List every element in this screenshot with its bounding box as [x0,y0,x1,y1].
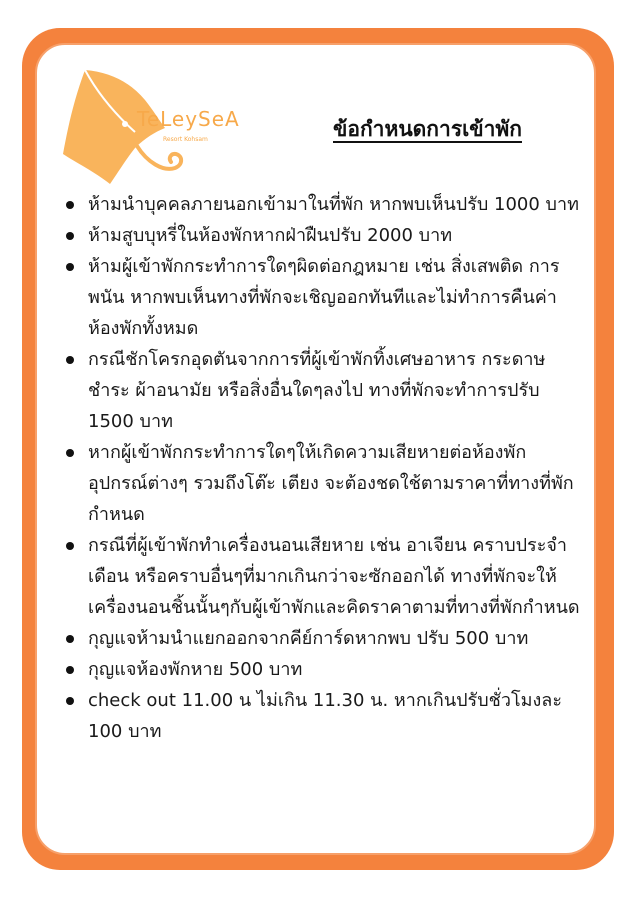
list-item: กุญแจห้องพักหาย 500 บาท [62,654,582,685]
list-item: ห้ามผู้เข้าพักกระทำการใดๆผิดต่อกฎหมาย เช่น สิ่งเสพติด การพนัน หากพบเห็นทางที่พักจะเชิญออกทันทีและไม่ทำการคืนค่าห้องพักทั้งหมด [62,251,582,344]
rules-list [62,189,582,747]
list-item: หากผู้เข้าพักกระทำการใดๆให้เกิดความเสียหายต่อห้องพัก อุปกรณ์ต่างๆ รวมถึงโต๊ะ เตียง จะต้องชดใช้ตามราคาที่ทางที่พักกำหนด [62,437,582,530]
manta-ray-icon [55,62,255,202]
page-title: ข้อกำหนดการเข้าพัก [333,117,522,141]
list-item: กรณีที่ผู้เข้าพักทำเครื่องนอนเสียหาย เช่น อาเจียน คราบประจำเดือน หรือคราบอื่นๆที่มากเกินกว่าจะซักออกได้ ทางที่พักจะให้เครื่องนอนชิ้นนั้นๆกับผู้เข้าพักและคิดราคาตามที่ทางที่พักกำหนด [62,530,582,623]
logo-brand: TeLeySeA [137,107,240,131]
list-item: กรณีชักโครกอุดตันจากการที่ผู้เข้าพักทิ้งเศษอาหาร กระดาษชำระ ผ้าอนามัย หรือสิ่งอื่นใดๆลงไป ทางที่พักจะทำการปรับ 1500 บาท [62,344,582,437]
list-item: check out 11.00 น ไม่เกิน 11.30 น. หากเกินปรับชั่วโมงละ 100 บาท [62,685,582,747]
list-item: ห้ามสูบบุหรี่ในห้องพักหากฝ่าฝืนปรับ 2000 บาท [62,220,582,251]
list-item: ห้ามนำบุคคลภายนอกเข้ามาในที่พัก หากพบเห็นปรับ 1000 บาท [62,189,582,220]
list-item: กุญแจห้ามนำแยกออกจากคีย์การ์ดหากพบ ปรับ 500 บาท [62,623,582,654]
logo-tagline: Resort Kohsam [163,136,208,143]
